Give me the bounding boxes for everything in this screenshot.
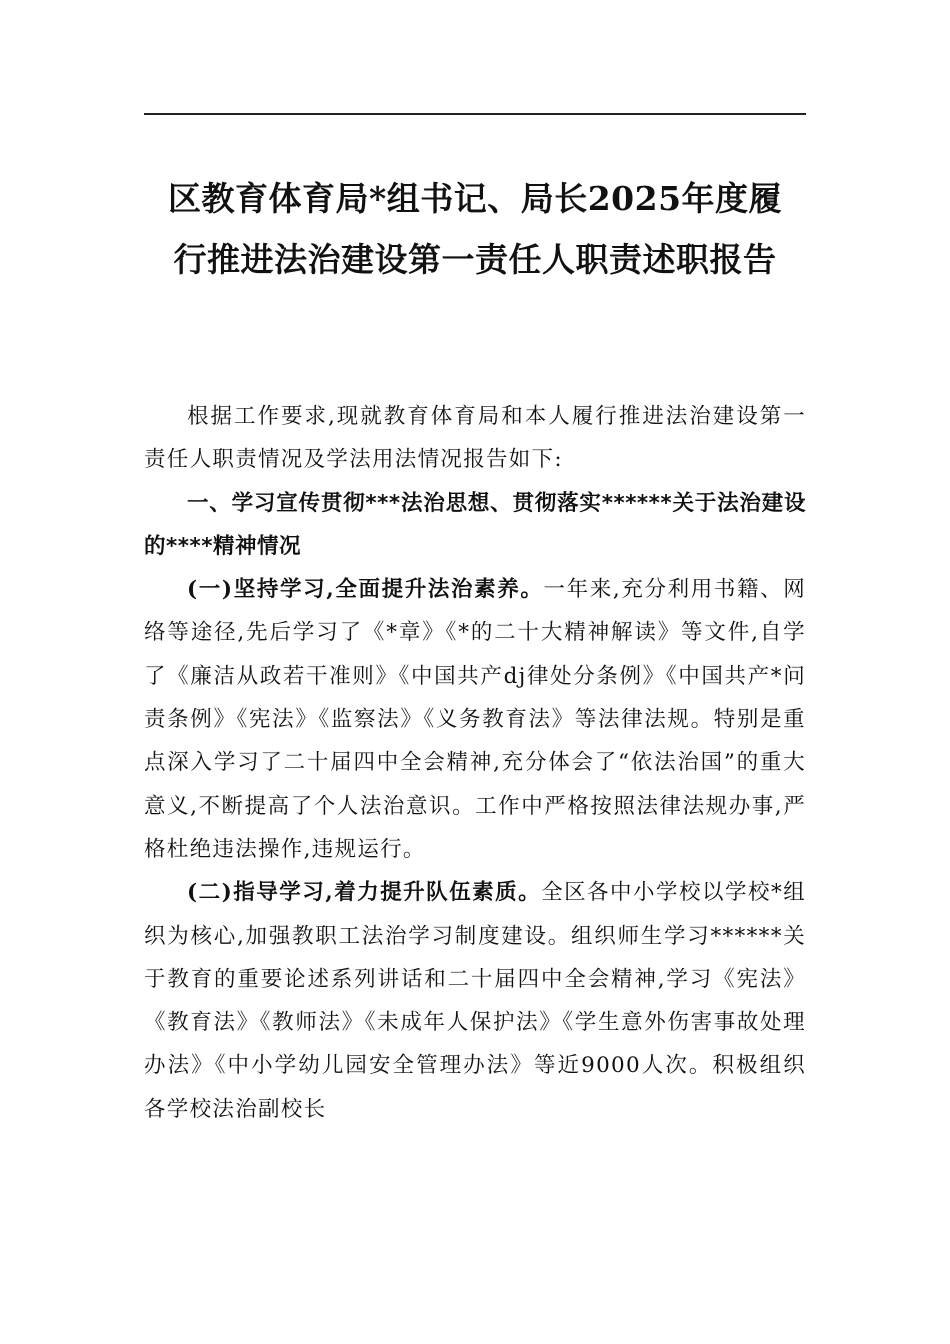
title-line-2: 行推进法治建设第一责任人职责述职报告: [173, 240, 777, 279]
paragraph-2-lead: (二)指导学习,着力提升队伍素质。: [187, 880, 542, 906]
intro-paragraph: 根据工作要求,现就教育体育局和本人履行推进法治建设第一责任人职责情况及学法用法情况报告如下:: [144, 404, 806, 473]
paragraph-1: [144, 568, 806, 871]
document-title: [144, 168, 806, 290]
section-heading-1: 一、学习宣传贯彻***法治思想、贯彻落实******关于法治建设的****精神情况: [144, 490, 806, 559]
title-line-1: 区教育体育局*组书记、局长2025年度履: [167, 179, 783, 218]
document-body: [144, 395, 806, 1131]
header-rule: [144, 113, 806, 115]
paragraph-1-text: 一年来,充分利用书籍、网络等途径,先后学习了《*章》《*的二十大精神解读》等文件,自学了《廉洁从政若干准则》《中国共产dj律处分条例》《中国共产*问责条例》《宪法》《监察法》《义务教育法》等法律法规。特别是重点深入学习了二十届四中全会精神,充分体会了“依法治国”的重大意义,不断提高了个人法治意识。工作中严格按照法律法规办事,严格杜绝违法操作,违规运行。: [144, 577, 807, 862]
paragraph-2-text: 全区各中小学校以学校*组织为核心,加强教职工法治学习制度建设。组织师生学习******关于教育的重要论述系列讲话和二十届四中全会精神,学习《宪法》《教育法》《教师法》《未成年人保护法》《学生意外伤害事故处理办法》《中小学幼儿园安全管理办法》等近9000人次。积极组织各学校法治副校长: [144, 880, 806, 1122]
paragraph-2: [144, 871, 806, 1131]
paragraph-1-lead: (一)坚持学习,全面提升法治素养。: [187, 577, 544, 603]
